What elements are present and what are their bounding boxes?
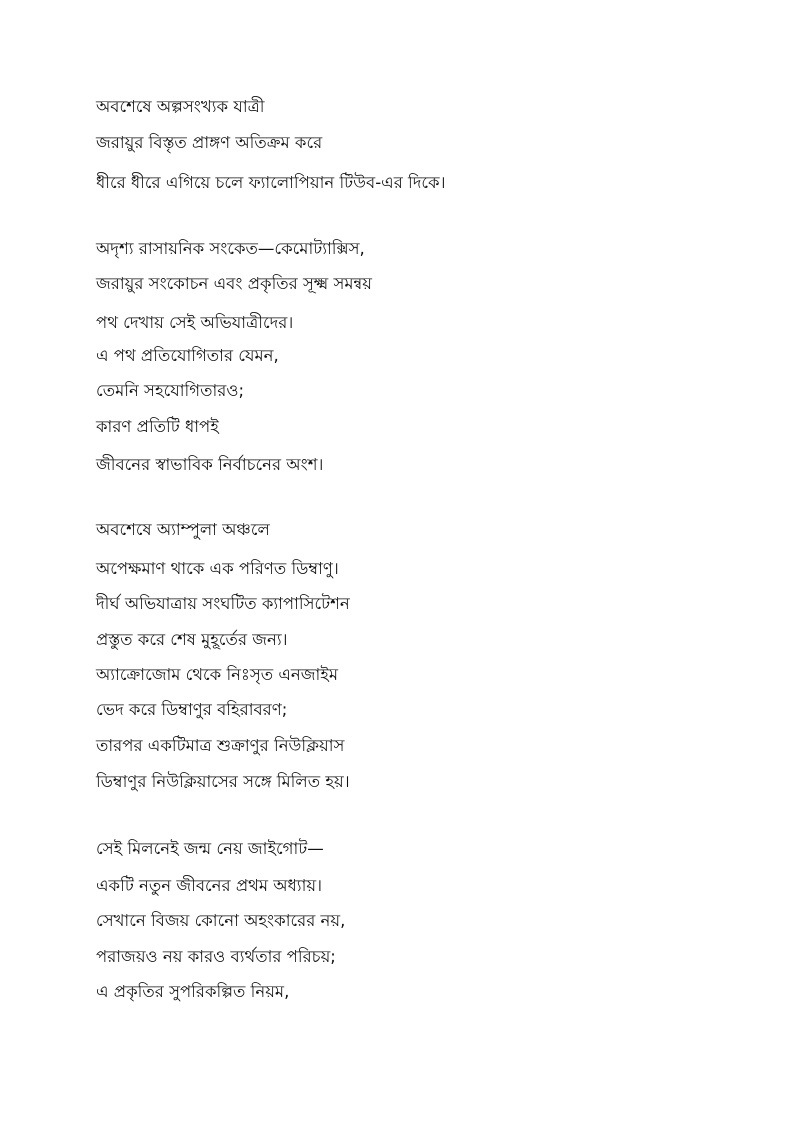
poem-line: ডিম্বাণুর নিউক্লিয়াসের সঙ্গে মিলিত হয়। xyxy=(96,772,350,791)
poem-line: পরাজয়ও নয় কারও ব্যর্থতার পরিচয়; xyxy=(96,947,336,966)
poem-line: অপেক্ষমাণ থাকে এক পরিণত ডিম্বাণু। xyxy=(96,559,339,578)
poem-line: অ্যাক্রোজোম থেকে নিঃসৃত এনজাইম xyxy=(96,665,339,684)
poem-line: কারণ প্রতিটি ধাপই xyxy=(96,417,219,436)
poem-line: ভেদ করে ডিম্বাণুর বহিরাবরণ; xyxy=(96,700,288,719)
poem-line: অবশেষে অ্যাম্পুলা অঞ্চলে xyxy=(96,520,270,539)
poem-line: অদৃশ্য রাসায়নিক সংকেত—কেমোট্যাক্সিস, xyxy=(96,239,365,258)
poem-line: তেমনি সহযোগিতারও; xyxy=(96,381,245,400)
poem-line: অবশেষে অল্পসংখ্যক যাত্রী xyxy=(96,97,265,116)
poem-line: পথ দেখায় সেই অভিযাত্রীদের। xyxy=(96,313,294,332)
poem-line: সেই মিলনেই জন্ম নেয় জাইগোট— xyxy=(96,839,324,858)
poem-line: সেখানে বিজয় কোনো অহংকারের নয়, xyxy=(96,911,346,930)
poem-line: তারপর একটিমাত্র শুক্রাণুর নিউক্লিয়াস xyxy=(96,736,345,755)
poem-line: প্রস্তুত করে শেষ মুহূর্তের জন্য। xyxy=(96,630,288,649)
poem-line: এ প্রকৃতির সুপরিকল্পিত নিয়ম, xyxy=(96,982,290,1001)
poem-line: ধীরে ধীরে এগিয়ে চলে ফ্যালোপিয়ান টিউব-এর দিকে। xyxy=(96,173,446,192)
poem-line: এ পথ প্রতিযোগিতার যেমন, xyxy=(96,346,279,365)
poem-line: জরায়ুর বিস্তৃত প্রাঙ্গণ অতিক্রম করে xyxy=(96,133,323,152)
poem-line: একটি নতুন জীবনের প্রথম অধ্যায়। xyxy=(96,876,322,895)
poem-line: দীর্ঘ অভিযাত্রায় সংঘটিত ক্যাপাসিটেশন xyxy=(96,594,350,613)
poem-line: জীবনের স্বাভাবিক নির্বাচনের অংশ। xyxy=(96,455,324,474)
poem-line: জরায়ুর সংকোচন এবং প্রকৃতির সূক্ষ্ম সমন্বয় xyxy=(96,274,372,293)
